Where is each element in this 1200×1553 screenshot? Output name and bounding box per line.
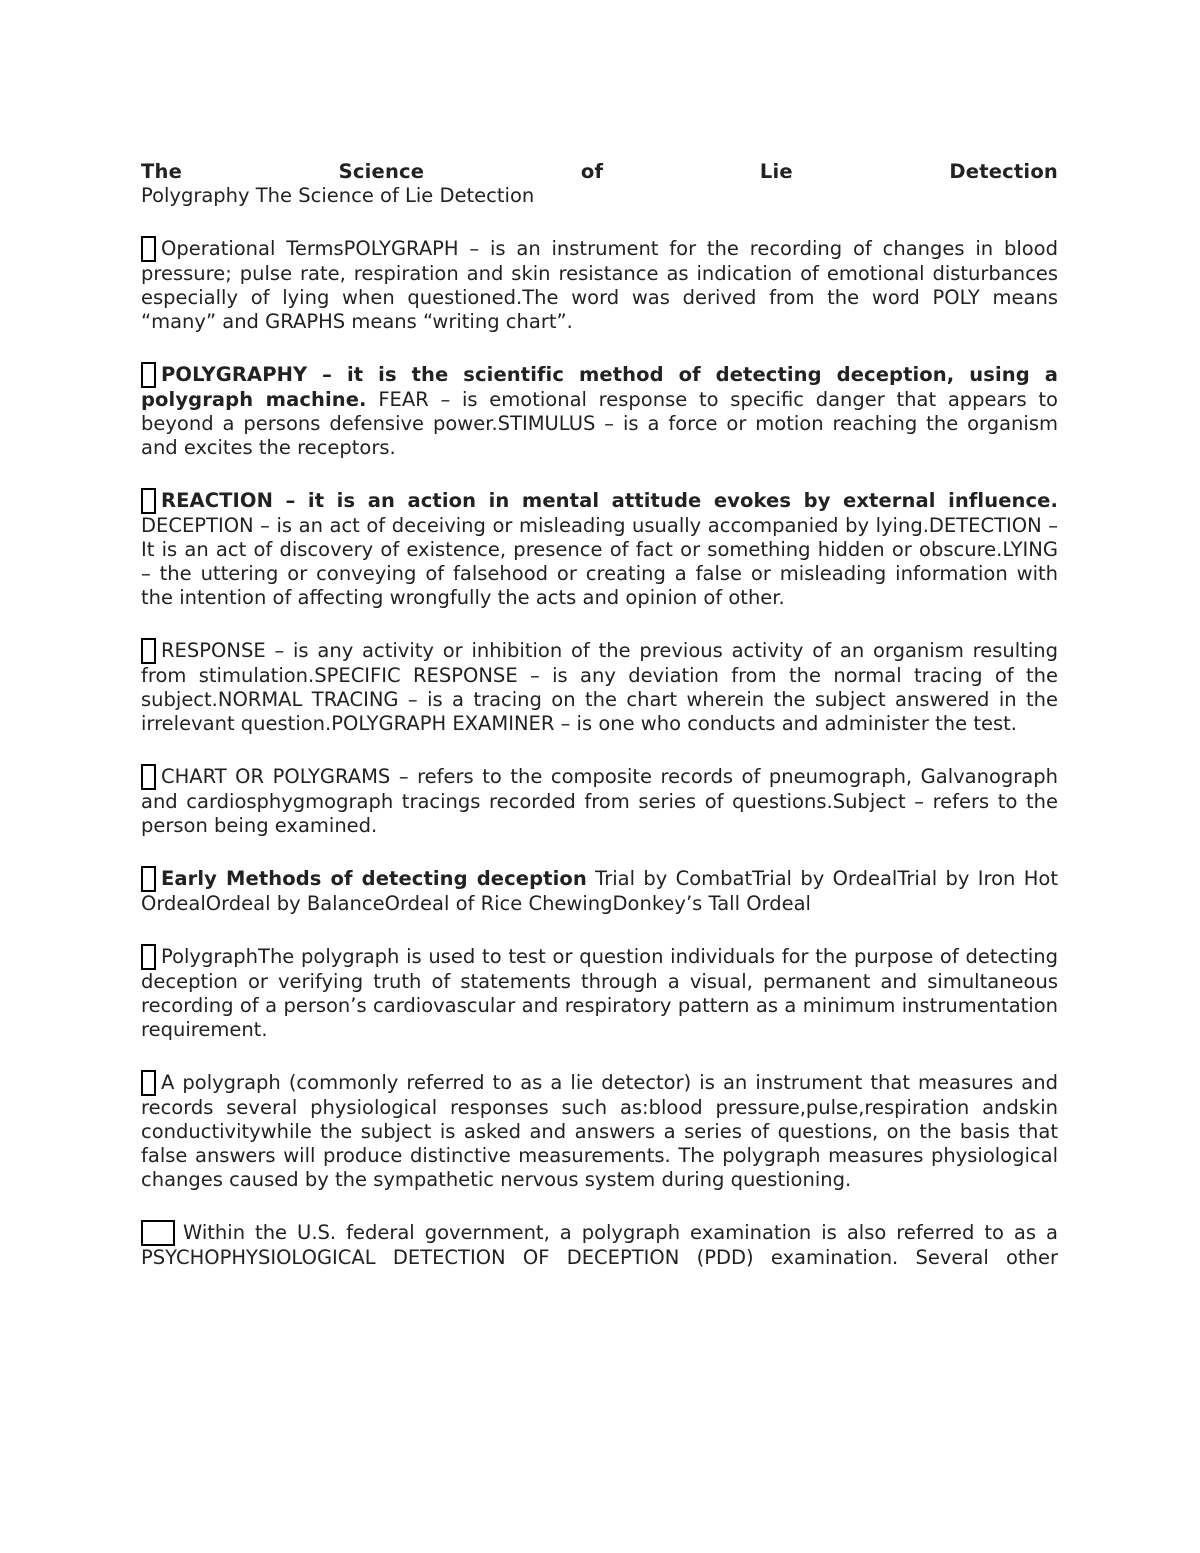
paragraph-text: Within the U.S. federal government, a polygraph examination is also referred to as a PSYCHOPHYSIOLOGICAL DETECTION OF DECEPTION (PDD) examination. Several other (141, 1221, 1058, 1269)
title-word: The (141, 160, 183, 183)
paragraph-text: A polygraph (commonly referred to as a lie detector) is an instrument that measures and records several physiological responses such as:blood pressure,pulse,respiration andskin conductivitywhile the subject is asked and answers a series of questions, on the basis that false answers will produce distinctive measurements. The polygraph measures physiological changes caused by the sympathetic nervous system during questioning. (141, 1071, 1058, 1191)
paragraph-text: RESPONSE – is any activity or inhibition of the previous activity of an organism resulting from stimulation.SPECIFIC RESPONSE – is any deviation from the normal tracing of the subject.NORMAL TRACING – is a tracing on the chart wherein the subject answered in the irrelevant question.POLYGRAPH EXAMINER – is one who conducts and administer the test. (141, 639, 1058, 735)
missing-glyph-box-icon (141, 638, 156, 664)
paragraph-text: CHART OR POLYGRAMS – refers to the composite records of pneumograph, Galvanograph and cardiosphygmograph tracings recorded from series of questions.Subject – refers to the person being examined. (141, 765, 1058, 837)
paragraph-early-methods (141, 866, 1058, 916)
title-word: of (580, 160, 604, 183)
document-subtitle: Polygraphy The Science of Lie Detection (141, 184, 535, 207)
title-word: Science (338, 160, 425, 183)
document-page (141, 160, 1058, 1298)
paragraph-heading: POLYGRAPHY – it is the scientific method of detecting deception, using a polygraph machine. (141, 363, 1058, 411)
paragraph-polygraphy (141, 362, 1058, 460)
paragraph-federal-government (141, 1220, 1058, 1270)
paragraph-polygraph (141, 944, 1058, 1042)
missing-glyph-box-icon (141, 1220, 175, 1246)
paragraph-heading: Early Methods of detecting deception (161, 867, 587, 890)
missing-glyph-box-icon (141, 236, 156, 262)
paragraph-response (141, 638, 1058, 736)
paragraph-text: FEAR – is emotional response to specific danger that appears to beyond a persons defensive power.STIMULUS – is a force or motion reaching the organism and excites the receptors. (141, 388, 1058, 459)
paragraph-chart (141, 764, 1058, 838)
paragraph-operational-terms (141, 236, 1058, 334)
title-word: Lie (759, 160, 793, 183)
missing-glyph-box-icon (141, 944, 156, 970)
paragraph-lie-detector (141, 1070, 1058, 1192)
missing-glyph-box-icon (141, 362, 156, 388)
paragraph-text: PolygraphThe polygraph is used to test or question individuals for the purpose of detecting deception or verifying truth of statements through a visual, permanent and simultaneous recording of a person’s cardiovascular and respiratory pattern as a minimum instrumentation requirement. (141, 945, 1058, 1041)
document-title (141, 160, 1058, 184)
missing-glyph-box-icon (141, 764, 156, 790)
paragraph-reaction (141, 488, 1058, 610)
title-word: Detection (949, 160, 1058, 183)
paragraph-text: Operational TermsPOLYGRAPH – is an instrument for the recording of changes in blood pressure; pulse rate, respiration and skin resistance as indication of emotional disturbances especially of lying when questioned.The word was derived from the word POLY means “many” and GRAPHS means “writing chart”. (141, 237, 1058, 333)
paragraph-text: Trial by CombatTrial by OrdealTrial by Iron Hot OrdealOrdeal by BalanceOrdeal of Rice ChewingDonkey’s Tall Ordeal (141, 867, 1058, 915)
missing-glyph-box-icon (141, 1070, 156, 1096)
paragraph-heading: REACTION – it is an action in mental attitude evokes by external influence. (161, 489, 1058, 512)
paragraph-text: DECEPTION – is an act of deceiving or misleading usually accompanied by lying.DETECTION – It is an act of discovery of existence, presence of fact or something hidden or obscure.LYING – the uttering or conveying of falsehood or creating a false or misleading information with the intention of affecting wrongfully the acts and opinion of other. (141, 514, 1058, 609)
missing-glyph-box-icon (141, 488, 156, 514)
missing-glyph-box-icon (141, 866, 156, 892)
